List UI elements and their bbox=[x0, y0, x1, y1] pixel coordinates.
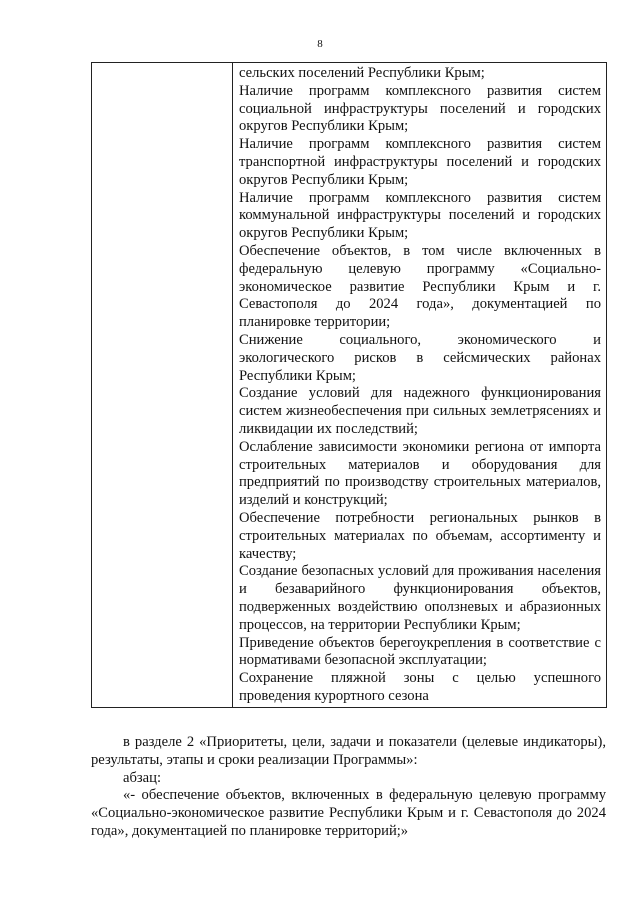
table-row bbox=[92, 63, 607, 708]
indicators-table bbox=[91, 62, 607, 708]
list-item: Снижение социального, экономического и экологического рисков в сейсмических районах Республики Крым; bbox=[239, 331, 601, 384]
body-text bbox=[91, 734, 606, 841]
table-right-cell bbox=[233, 63, 607, 708]
table-left-cell bbox=[92, 63, 233, 708]
list-item: Наличие программ комплексного развития систем коммунальной инфраструктуры поселений и городских округов Республики Крым; bbox=[239, 189, 601, 242]
list-item: Обеспечение потребности региональных рынков в строительных материалах по объемам, ассортименту и качеству; bbox=[239, 509, 601, 562]
quoted-paragraph: «- обеспечение объектов, включенных в федеральную целевую программу «Социально-экономическое развитие Республики Крым и г. Севастополя до 2024 года», документацией по планировке территорий;» bbox=[91, 787, 606, 839]
list-item: сельских поселений Республики Крым; bbox=[239, 65, 485, 81]
list-item: Приведение объектов берегоукрепления в соответствие с нормативами безопасной эксплуатации; bbox=[239, 634, 601, 669]
list-item: Ослабление зависимости экономики региона от импорта строительных материалов и оборудования для предприятий по производству строительных материалов, изделий и конструкций; bbox=[239, 438, 601, 509]
list-item: Создание условий для надежного функционирования систем жизнеобеспечения при сильных землетрясениях и ликвидации их последствий; bbox=[239, 385, 601, 437]
page-number: 8 bbox=[317, 38, 323, 50]
list-item: Создание безопасных условий для проживания населения и безаварийного функционирования объектов, подверженных воздействию оползневых и абразионных процессов, на территории Республики Крым; bbox=[239, 563, 601, 633]
list-item: Наличие программ комплексного развития систем социальной инфраструктуры поселений и городских округов Республики Крым; bbox=[239, 82, 601, 135]
list-item: Наличие программ комплексного развития систем транспортной инфраструктуры поселений и городских округов Республики Крым; bbox=[239, 136, 601, 188]
section-paragraph: в разделе 2 «Приоритеты, цели, задачи и показатели (целевые индикаторы), результаты, этапы и сроки реализации Программы»: bbox=[91, 734, 606, 768]
paragraph-label: абзац: bbox=[123, 769, 162, 786]
list-item: Обеспечение объектов, в том числе включенных в федеральную целевую программу «Социально-экономическое развитие Республики Крым и г. Севастополя до 2024 года», документацией по планировке территории; bbox=[239, 242, 601, 331]
list-item: Сохранение пляжной зоны с целью успешного проведения курортного сезона bbox=[239, 670, 601, 704]
